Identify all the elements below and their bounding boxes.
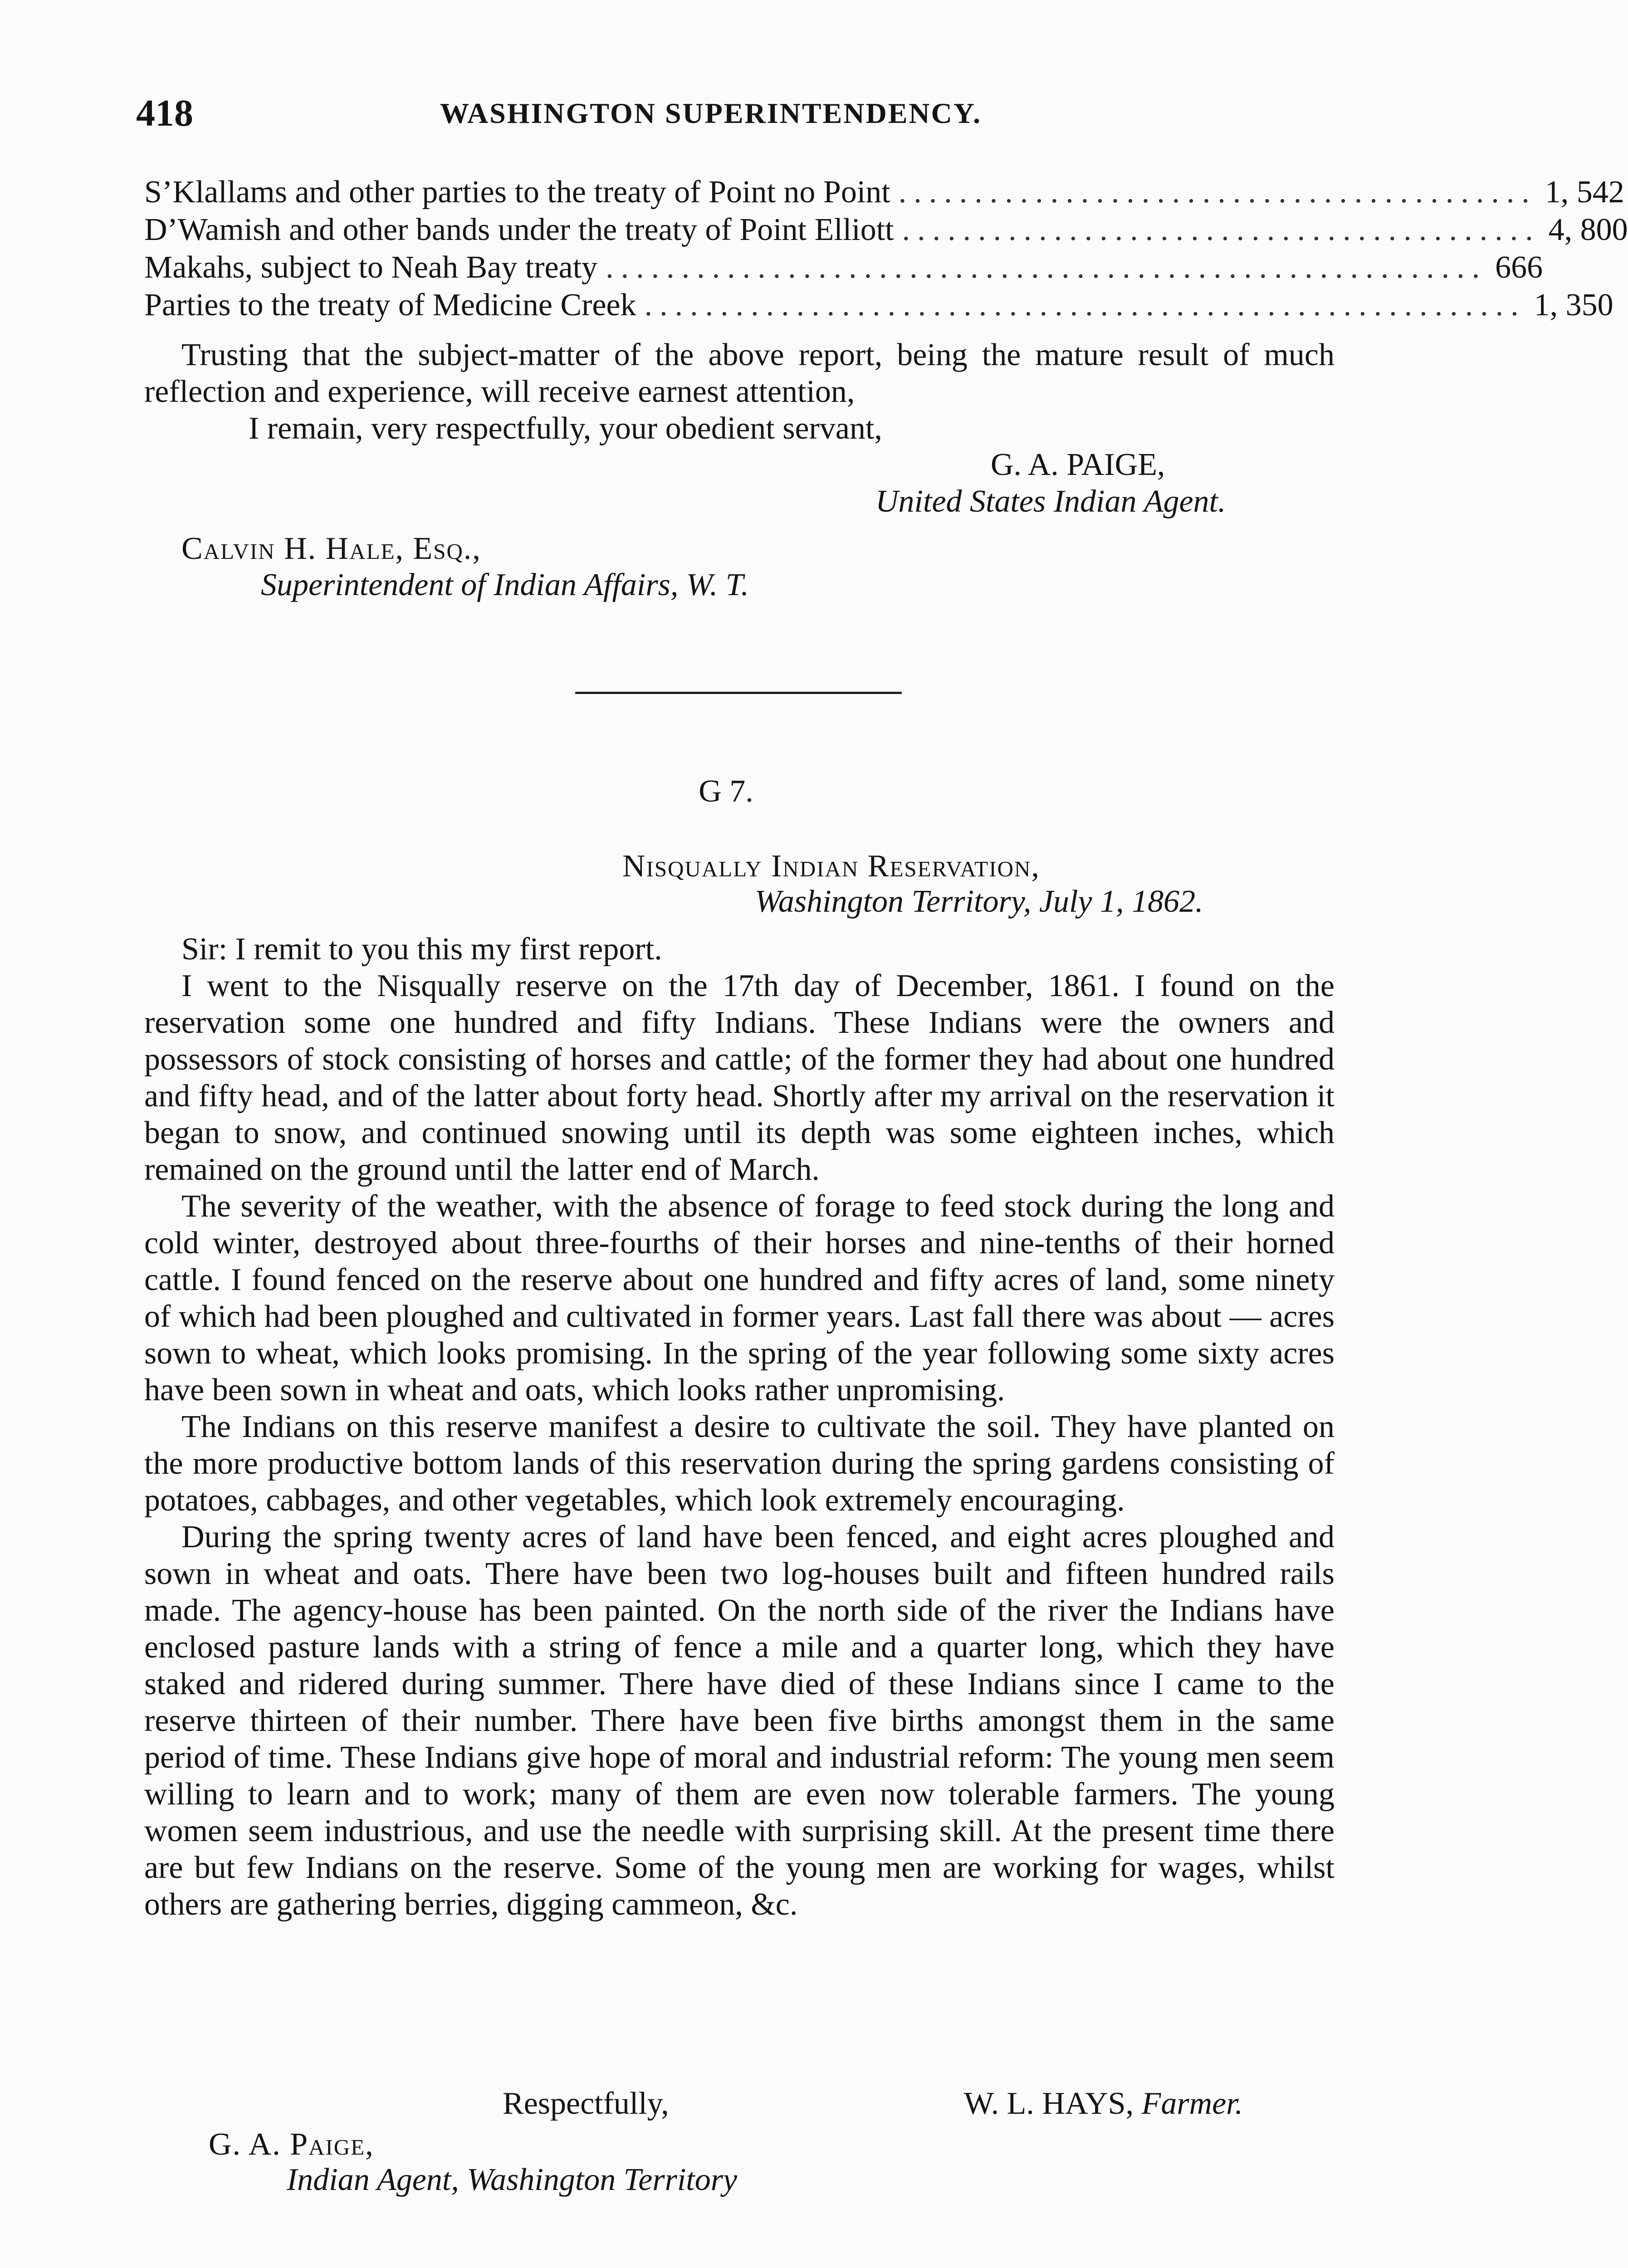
row-label: D’Wamish and other bands under the treaty of Point Elliott xyxy=(144,212,894,247)
table-row xyxy=(144,286,1613,324)
body-paragraph: The Indians on this reserve manifest a desire to cultivate the soil. They have planted on the more productive bottom lands of this reservation during the spring gardens consisting of potatoes, cabbages, and other vegetables, which look extremely encouraging. xyxy=(144,1409,1335,1518)
table-row xyxy=(144,249,1543,286)
row-value: 4, 800 xyxy=(1548,212,1628,247)
letter-body xyxy=(144,931,1335,1923)
salutation: Sir: I remit to you this my first report. xyxy=(181,932,662,967)
closing-paragraph xyxy=(144,337,1335,410)
section-divider xyxy=(575,692,902,694)
place-line: Nisqually Indian Reservation, xyxy=(622,849,1040,884)
body-paragraph: During the spring twenty acres of land have been fenced, and eight acres ploughed and sown in wheat and oats. There have been two log-houses built and fifteen hundred rails made. The agency-house has been painted. On the north side of the river the Indians have enclosed pasture lands with a string of fence a mile and a quarter long, which they have staked and ridered during summer. There have died of these Indians since I came to the reserve thirteen of their number. There have been five births amongst them in the same period of time. These Indians give hope of moral and industrial reform: The young men seem willing to learn and to work; many of them are even now tolerable farmers. The young women seem industrious, and use the needle with surprising skill. At the present time there are but few Indians on the reserve. Some of the young men are working for wages, whilst others are gathering berries, digging cammeon, &c. xyxy=(144,1520,1335,1922)
leader-dots: .......................................... xyxy=(898,175,1537,210)
leader-dots: .......................................................... xyxy=(606,250,1487,285)
row-label: Parties to the treaty of Medicine Creek xyxy=(144,288,636,323)
row-label: S’Klallams and other parties to the treaty of Point no Point xyxy=(144,175,890,210)
closing-text: Trusting that the subject-matter of the above report, being the mature result of much reflection and experience, will receive earnest attention, xyxy=(144,337,1335,409)
row-value: 1, 542 xyxy=(1545,175,1624,210)
addressee-title: Indian Agent, Washington Territory xyxy=(287,2162,738,2197)
addressee-name: Calvin H. Hale, Esq., xyxy=(181,531,481,566)
table-row xyxy=(144,211,1628,249)
row-label: Makahs, subject to Neah Bay treaty xyxy=(144,250,598,285)
addressee-title: Superintendent of Indian Affairs, W. T. xyxy=(261,567,749,602)
signer-block xyxy=(964,2086,1243,2122)
leader-dots: .......................................... xyxy=(902,212,1540,247)
body-paragraph: The severity of the weather, with the absence of forage to feed stock during the long and cold winter, destroyed about three-fourths of their horses and nine-tenths of their horned cattle. I found fenced on the reserve about one hundred and fifty acres of land, some ninety of which had been ploughed and cultivated in former years. Last fall there was about — acres sown to wheat, which looks promising. In the spring of the year following some sixty acres have been sown in wheat and oats, which looks rather unpromising. xyxy=(144,1189,1335,1408)
running-title: WASHINGTON SUPERINTENDENCY. xyxy=(440,97,982,129)
document-heading: G 7. xyxy=(699,774,753,809)
census-table xyxy=(144,173,1628,324)
signer-name: W. L. HAYS, xyxy=(964,2086,1134,2121)
dateline: Washington Territory, July 1, 1862. xyxy=(755,884,1203,919)
table-row xyxy=(144,173,1624,211)
leader-dots: .......................................................... xyxy=(644,288,1526,323)
signer-title: United States Indian Agent. xyxy=(875,484,1226,519)
valediction: I remain, very respectfully, your obedient servant, xyxy=(249,411,882,446)
addressee-name: G. A. Paige, xyxy=(209,2127,374,2162)
signer-title: Farmer. xyxy=(1141,2086,1243,2121)
valediction: Respectfully, xyxy=(503,2086,669,2121)
row-value: 1, 350 xyxy=(1534,288,1613,323)
signer-name: G. A. PAIGE, xyxy=(991,447,1165,482)
row-value: 666 xyxy=(1495,250,1543,285)
body-paragraph: I went to the Nisqually reserve on the 17th day of December, 1861. I found on the reservation some one hundred and fifty Indians. These Indians were the owners and possessors of stock consisting of horses and cattle; of the former they had about one hundred and fifty head, and of the latter about forty head. Shortly after my arrival on the reservation it began to snow, and continued snowing until its depth was some eighteen inches, which remained on the ground until the latter end of March. xyxy=(144,968,1335,1187)
page-number: 418 xyxy=(136,92,193,134)
